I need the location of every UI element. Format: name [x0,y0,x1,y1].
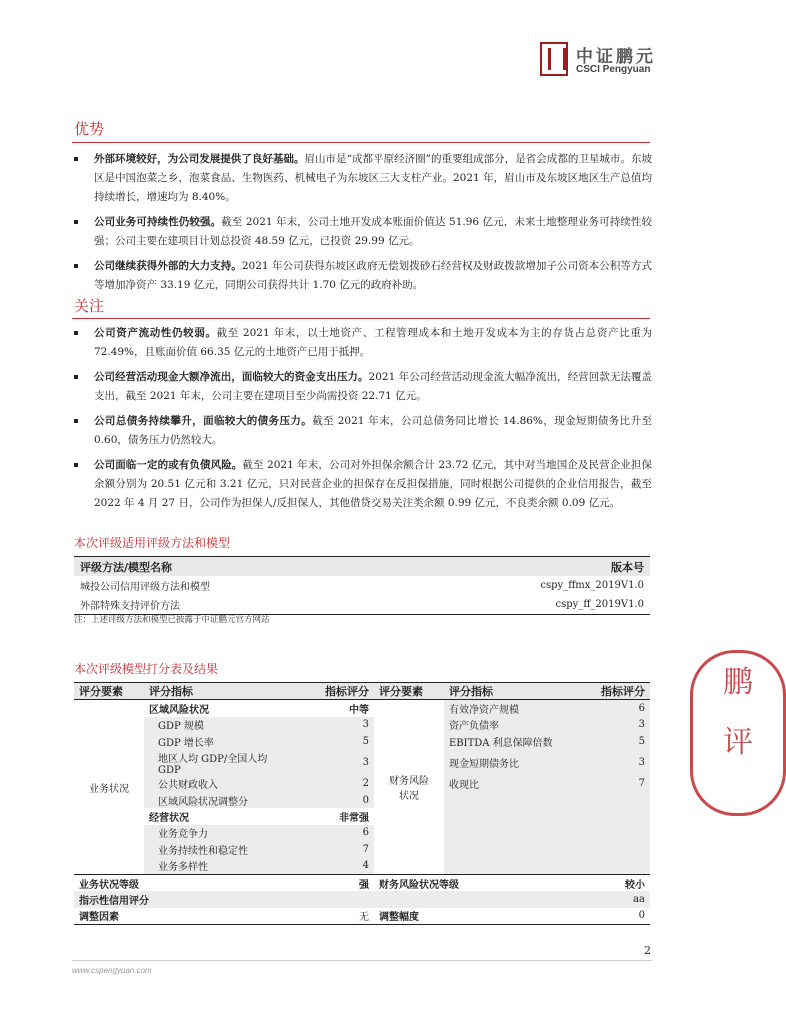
concern-item [72,368,652,406]
concerns-divider [72,318,650,319]
table-cell: 收现比 [444,776,574,792]
method-table [74,556,650,615]
concern-item [72,324,652,362]
table-header-row [74,557,650,577]
table-cell: cspy_ff_2019V1.0 [392,595,650,615]
empty-cell [444,808,574,824]
table-cell: 城投公司信用评级方法和模型 [80,582,210,593]
footer-url: www.cspengyuan.com [72,966,152,975]
table-cell: 6 [294,825,374,841]
table-cell: 非常强 [339,813,369,825]
strengths-list [72,150,652,301]
table-cell: 地区人均 GDP/全国人均 GDP [144,750,294,776]
table-row [74,733,650,749]
strength-item [72,213,652,251]
strength-item [72,150,652,207]
table-cell: aa [633,893,645,905]
empty-cell [574,825,650,841]
table-cell: GDP 增长率 [144,733,294,749]
left-group-cell: 业务状况 [89,783,129,795]
bullet-icon [74,264,78,268]
table-cell: 现金短期债务比 [444,750,574,776]
bullet-icon [74,331,78,335]
table-cell: 5 [574,733,650,749]
table-row [74,808,650,824]
table-cell: 经营状况 [149,813,189,825]
stamp-char: 鹏 [723,665,753,700]
table-cell: cspy_ffmx_2019V1.0 [540,580,644,591]
table-cell: 2 [294,776,374,792]
bullet-icon [74,157,78,161]
empty-cell [444,825,574,841]
empty-cell [574,792,650,808]
strength-heading: 公司继续获得外部的大力支持。 [94,260,242,272]
table-cell: 指示性信用评分 [79,895,149,907]
bullet-icon [74,419,78,423]
table-header-row [74,683,650,700]
bullet-icon [74,375,78,379]
strengths-title: 优势 [74,120,105,138]
table-cell: 4 [294,858,374,875]
concerns-list [72,324,652,519]
table-row [74,908,650,925]
table-cell: 调整因素 [74,908,294,925]
table-row [74,595,650,615]
model-title: 本次评级模型打分表及结果 [74,662,219,676]
table-cell: 调整幅度 [374,908,574,925]
table-row [74,750,650,776]
empty-cell [444,792,574,808]
strength-heading: 公司业务可持续性仍较强。 [94,216,222,228]
table-cell: 区域风险状况调整分 [144,792,294,808]
table-row [74,874,650,891]
table-row [74,891,650,907]
table-row [74,700,650,717]
table-cell: 7 [294,841,374,857]
table-header-cell: 评分要素 [74,683,144,700]
table-cell: 0 [294,792,374,808]
table-cell: 3 [294,717,374,733]
table-cell: 7 [574,776,650,792]
table-row [74,858,650,875]
model-table [74,682,650,925]
concern-heading: 公司面临一定的或有负债风险。 [94,459,243,471]
right-group-cell [374,700,444,875]
empty-cell [444,858,574,875]
table-cell: 5 [294,733,374,749]
table-cell: 6 [574,700,650,717]
table-row [74,792,650,808]
company-logo [540,42,660,78]
concern-text: 2021 年公司经营活动现金流大幅净流出，经营回款无法覆盖支出，截至 2021 年末，公司主要在建项目至少尚需投资 22.71 亿元。 [94,371,652,402]
right-group-label: 财务风险状况 [389,776,429,803]
table-cell: 财务风险状况等级 [374,874,574,891]
logo-mark-icon [540,42,568,76]
table-cell: GDP 规模 [144,717,294,733]
table-cell: 有效净资产规模 [444,700,574,717]
table-cell: 中等 [349,705,369,717]
table-cell: 3 [574,717,650,733]
empty-cell [574,858,650,875]
method-title: 本次评级适用评级方法和模型 [74,536,231,550]
table-header-cell: 评分要素 [374,683,444,700]
table-header-cell: 指标评分 [574,683,650,700]
table-row [74,825,650,841]
table-header-cell: 评分指标 [144,683,294,700]
strengths-divider [72,142,650,143]
strength-text: 眉山市是“成都平原经济圈”的重要组成部分，是省会成都的卫星城市。东坡区是中国泡菜之乡，泡菜食品、生物医药、机械电子为东坡区三大支柱产业。2021 年，眉山市及东坡区地区生产总值均持续增长，增速均为 8.40%。 [94,153,653,203]
bullet-icon [74,220,78,224]
concern-item [72,456,652,513]
table-cell: 业务多样性 [144,858,294,875]
table-cell: 较小 [574,874,650,891]
table-cell: 强 [294,874,374,891]
strength-item [72,257,652,295]
table-header-cell: 版本号 [392,557,650,577]
table-row [74,841,650,857]
seal-stamp [690,650,786,816]
footer-divider [72,960,652,961]
table-cell: 区域风险状况 [149,705,209,717]
stamp-char: 评 [723,725,753,760]
table-cell: 3 [574,750,650,776]
concern-text: 截至 2021 年末，公司对外担保余额合计 23.72 亿元，其中对当地国企及民营企业担保余额分别为 20.51 亿元和 3.21 亿元，只对民营企业的担保存在反担保措施，同时根据公司提供的企业信用报告，截至 2022 年 4 月 27 日，公司作为担保人/反担保人，其他借贷交易关注类余额 0.99 亿元，不良类余额 0.09 亿元。 [94,459,652,509]
table-cell: 业务状况等级 [74,874,294,891]
table-cell: 外部特殊支持评价方法 [74,595,392,615]
strength-text: 截至 2021 年末，公司土地开发成本账面价值达 51.96 亿元，未来土地整理业务可持续性较强；公司主要在建项目计划总投资 48.59 亿元，已投资 29.99 亿元。 [94,216,653,247]
bullet-icon [74,463,78,467]
concern-heading: 公司总债务持续攀升，面临较大的债务压力。 [94,415,313,427]
table-row [74,776,650,792]
table-header-cell: 指标评分 [294,683,374,700]
table-header-cell: 评级方法/模型名称 [74,557,392,577]
empty-cell [574,841,650,857]
logo-cn: 中证鹏元 [576,47,656,67]
table-cell: 业务竞争力 [144,825,294,841]
table-cell: 3 [294,750,374,776]
concern-text: 截至 2021 年末，公司总债务同比增长 14.86%，现金短期债务比升至 0.60，债务压力仍然较大。 [94,415,652,446]
page-number: 2 [644,944,651,957]
concerns-title: 关注 [74,297,105,315]
strength-text: 2021 年公司获得东坡区政府无偿划拨砂石经营权及财政拨款增加子公司资本公积等方式等增加净资产 33.19 亿元，同期公司获得共计 1.70 亿元的政府补助。 [94,260,653,291]
empty-cell [574,808,650,824]
table-cell: EBITDA 利息保障倍数 [444,733,574,749]
method-note: 注：上述评级方法和模型已披露于中证鹏元官方网站 [74,615,270,625]
concern-item [72,412,652,450]
table-row [74,576,650,595]
strength-heading: 外部环境较好，为公司发展提供了良好基础。 [94,153,305,165]
table-cell: 无 [294,908,374,925]
concern-heading: 公司资产流动性仍较弱。 [94,327,217,339]
table-cell: 公共财政收入 [144,776,294,792]
table-cell: 0 [574,908,650,925]
concern-text: 截至 2021 年末，以土地资产、工程管理成本和土地开发成本为主的存货占总资产比重为 72.49%，且账面价值 66.35 亿元的土地资产已用于抵押。 [94,327,653,358]
table-header-cell: 评分指标 [444,683,574,700]
table-row [74,717,650,733]
empty-cell [444,841,574,857]
concern-heading: 公司经营活动现金大额净流出，面临较大的资金支出压力。 [94,371,369,383]
logo-en: CSCI Pengyuan [576,64,651,75]
table-cell: 业务持续性和稳定性 [144,841,294,857]
table-cell: 资产负债率 [444,717,574,733]
